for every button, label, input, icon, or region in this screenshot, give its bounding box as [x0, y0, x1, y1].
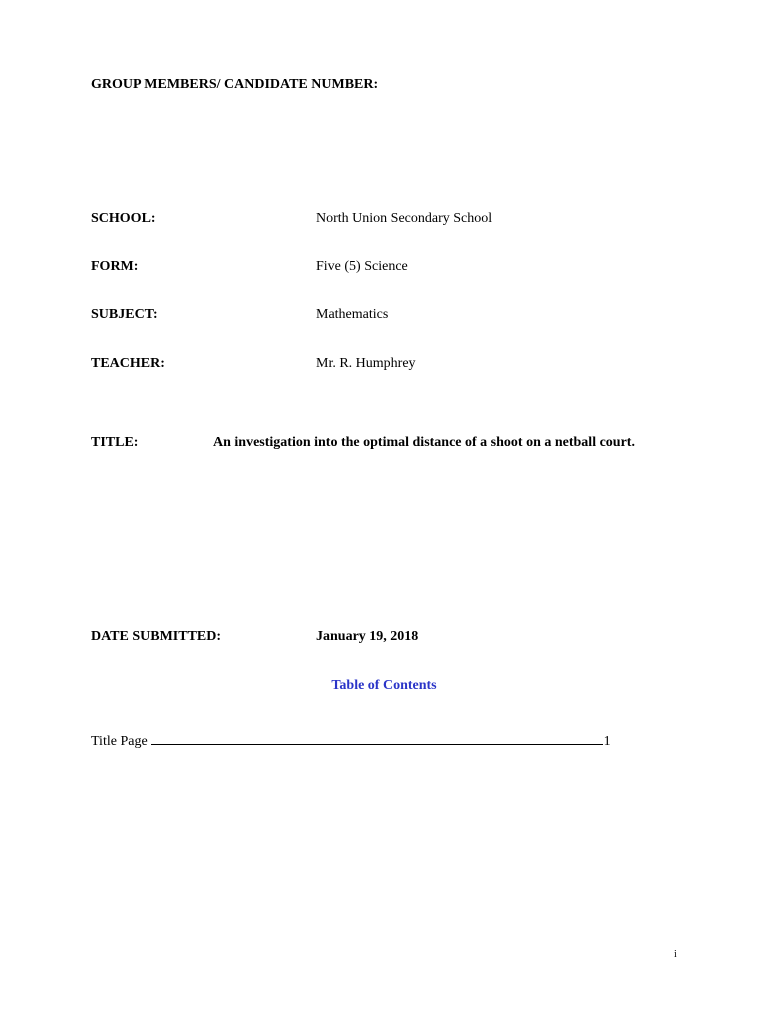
subject-value: Mathematics [316, 307, 389, 322]
school-value: North Union Secondary School [316, 211, 493, 226]
school-label: SCHOOL: [91, 211, 156, 226]
form-value: Five (5) Science [316, 259, 408, 274]
teacher-value: Mr. R. Humphrey [316, 356, 416, 371]
toc-entry-label: Title Page [91, 734, 148, 749]
toc-leader-line [151, 731, 603, 745]
title-label: TITLE: [91, 435, 139, 450]
page-number-footer: i [674, 949, 677, 960]
toc-entry-page: 1 [603, 734, 611, 749]
date-submitted-label: DATE SUBMITTED: [91, 629, 222, 644]
form-label: FORM: [91, 259, 139, 274]
subject-label: SUBJECT: [91, 307, 158, 322]
date-submitted-value: January 19, 2018 [316, 629, 419, 644]
title-value: An investigation into the optimal distance of a shoot on a netball court. [213, 435, 635, 450]
teacher-label: TEACHER: [91, 356, 165, 371]
toc-heading: Table of Contents [331, 678, 437, 693]
group-members-heading: GROUP MEMBERS/ CANDIDATE NUMBER: [91, 77, 379, 92]
toc-entry[interactable] [91, 731, 611, 751]
